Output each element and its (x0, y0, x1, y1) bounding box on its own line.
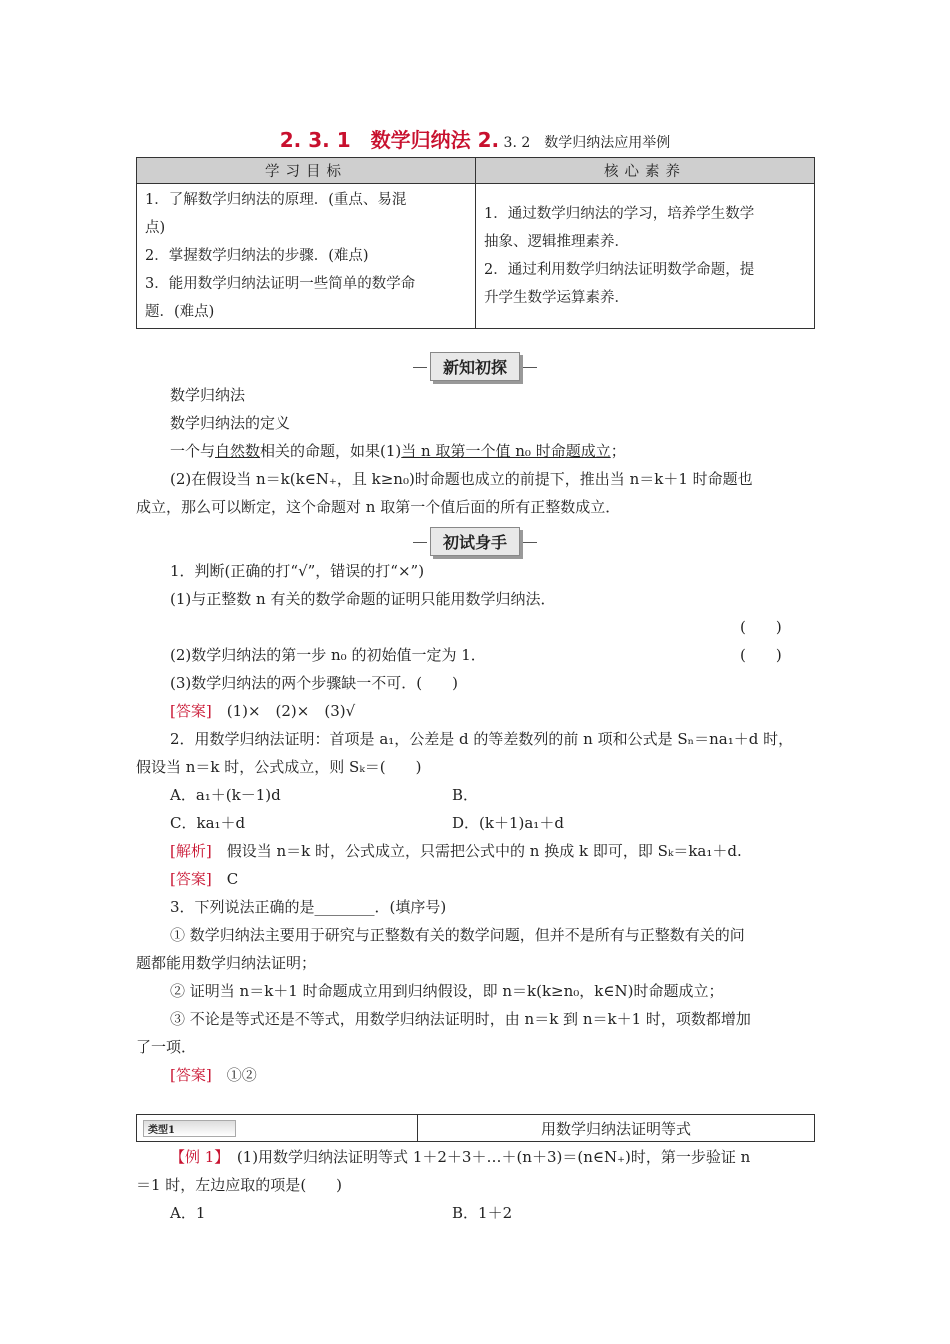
def-text: 一个与 (170, 442, 216, 460)
answer-text: (1)× (2)× (3)√ (211, 702, 356, 720)
goals-competency-line: 2．通过利用数学归纳法证明数学命题，提 (484, 262, 755, 278)
statement-3-line-2: 了一项． (136, 1038, 197, 1056)
def-text: 相关的命题，如果(1) (260, 442, 402, 460)
goals-objective-line: 题．(难点) (145, 304, 215, 320)
question-3: 3．下列说法正确的是________．(填序号) (170, 898, 447, 916)
type-tag: 类型1 (143, 1120, 236, 1137)
goals-objective-line: 1．了解数学归纳法的原理．(重点、易混 (145, 192, 407, 208)
goals-competency-line: 1．通过数学归纳法的学习，培养学生数学 (484, 206, 755, 222)
answer-label: [答案] (170, 1066, 212, 1084)
statement-1-line-2: 题都能用数学归纳法证明； (136, 954, 317, 972)
answer-text: ①② (211, 1066, 257, 1084)
banner-new-knowledge (0, 352, 950, 381)
def-text: ； (610, 442, 626, 460)
question-1-1: (1)与正整数 n 有关的数学命题的证明只能用数学归纳法． (170, 590, 556, 608)
answer-label: [答案] (170, 870, 212, 888)
answer-paren: ( ) (740, 646, 782, 664)
answer-2 (170, 868, 238, 889)
analysis-label: [解析] (170, 842, 212, 860)
goals-objective-line: 3．能用数学归纳法证明一些简单的数学命 (145, 276, 416, 292)
definition-line-3: 成立，那么可以断定，这个命题对 n 取第一个值后面的所有正整数成立． (136, 498, 621, 516)
statement-3-line-1: ③ 不论是等式还是不等式，用数学归纳法证明时，由 n＝k 到 n＝k＋1 时，项数都增加 (170, 1010, 751, 1028)
goals-competency-line: 抽象、逻辑推理素养． (484, 234, 629, 250)
goals-header-objectives: 学习目标 (137, 158, 476, 184)
question-1-2: (2)数学归纳法的第一步 n₀ 的初始值一定为 1． (170, 646, 486, 664)
answer-3 (170, 1064, 257, 1085)
type-tag-cell (137, 1115, 418, 1142)
banner-first-try (0, 527, 950, 556)
definition-line-2: (2)在假设当 n＝k(k∈N₊，且 k≥n₀)时命题也成立的前提下，推出当 n＝k＋1 时命题也 (170, 470, 753, 488)
answer-paren: ( ) (740, 618, 782, 636)
page-title (0, 124, 950, 153)
statement-1-line-1: ① 数学归纳法主要用于研究与正整数有关的数学问题，但并不是所有与正整数有关的问 (170, 926, 745, 944)
answer-1 (170, 700, 355, 721)
answer-text: C (211, 870, 239, 888)
example-option-a: A．1 (170, 1204, 206, 1222)
option-a: A．a₁＋(k－1)d (170, 786, 281, 804)
example-text: (1)用数学归纳法证明等式 1＋2＋3＋…＋(n＋3)＝(n∈N₊)时，第一步验证 n (221, 1148, 751, 1166)
question-1: 1．判断(正确的打“√”，错误的打“×”) (170, 562, 425, 580)
def-underlined-natural: 自然数 (215, 442, 261, 460)
definition-line-1 (170, 440, 626, 461)
question-1-3: (3)数学归纳法的两个步骤缺一不可．( ) (170, 674, 458, 692)
goals-objectives-cell (137, 184, 476, 329)
goals-table (136, 157, 815, 329)
goals-header-competencies: 核心素养 (476, 158, 815, 184)
statement-2: ② 证明当 n＝k＋1 时命题成立用到归纳假设，即 n＝k(k≥n₀，k∈N)时命题成立； (170, 982, 724, 1000)
option-b: B． (452, 786, 479, 804)
type-header-table (136, 1114, 815, 1142)
example-1-line-2: ＝1 时，左边应取的项是( ) (136, 1176, 343, 1194)
question-2-line-1: 2．用数学归纳法证明：首项是 a₁，公差是 d 的等差数列的前 n 项和公式是 Sₙ＝na₁＋d 时， (170, 730, 794, 748)
answer-label: [答案] (170, 702, 212, 720)
question-2-line-2: 假设当 n＝k 时，公式成立，则 Sₖ＝( ) (136, 758, 422, 776)
goals-objective-line: 2．掌握数学归纳法的步骤．(难点) (145, 248, 369, 264)
goals-objective-line: 点) (145, 220, 166, 236)
def-underlined-first: 当 n 取第一个值 n₀ 时命题成立 (401, 442, 611, 460)
option-d: D．(k＋1)a₁＋d (452, 814, 564, 832)
title-sub: 3. 2 数学归纳法应用举例 (499, 135, 671, 151)
example-option-b: B．1＋2 (452, 1204, 513, 1222)
goals-competency-line: 升学生数学运算素养． (484, 290, 629, 306)
goals-competencies-cell (476, 184, 815, 329)
analysis-2 (170, 840, 742, 861)
heading-induction: 数学归纳法 (170, 386, 246, 404)
example-label: 【例 1】 (170, 1148, 222, 1166)
heading-definition: 数学归纳法的定义 (170, 414, 291, 432)
title-main: 2. 3. 1 数学归纳法 2. (279, 128, 500, 152)
type-title: 用数学归纳法证明等式 (418, 1115, 815, 1142)
banner-first-try-label: 初试身手 (430, 527, 520, 556)
analysis-text: 假设当 n＝k 时，公式成立，只需把公式中的 n 换成 k 即可，即 Sₖ＝ka₁＋d. (211, 842, 742, 860)
example-1-line-1 (170, 1146, 750, 1167)
option-c: C．ka₁＋d (170, 814, 246, 832)
banner-new-knowledge-label: 新知初探 (430, 352, 520, 381)
